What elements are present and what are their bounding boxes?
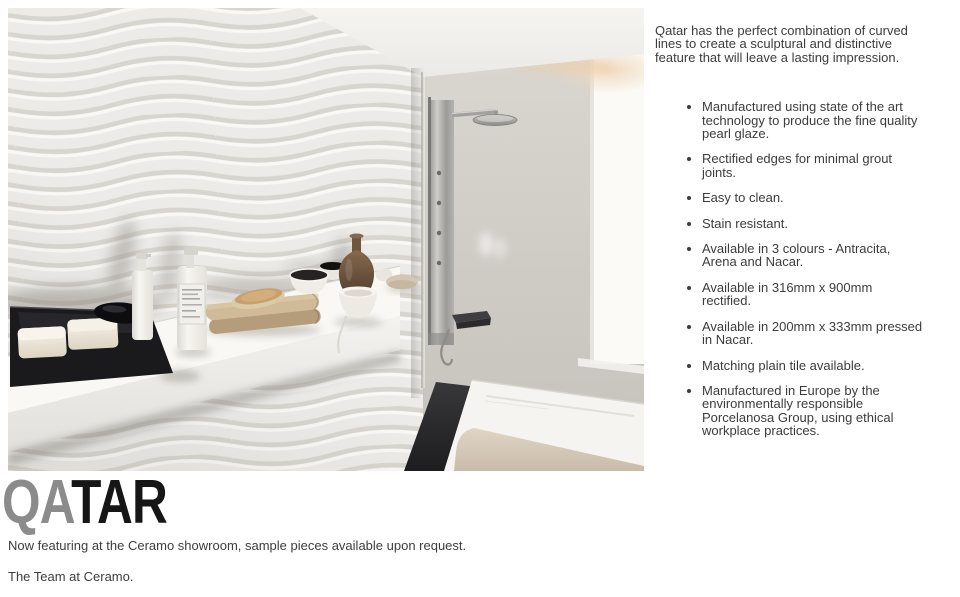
feature-item: • Matching plain tile available. (702, 359, 925, 372)
signoff: The Team at Ceramo. (8, 569, 134, 584)
feature-item: • Manufactured in Europe by the environmentally responsible Porcelanosa Group, using ethical workplace practices. (702, 384, 925, 438)
product-title-suffix: TAR (71, 468, 167, 537)
shower-glass-edge (421, 72, 423, 388)
feature-item: • Available in 316mm x 900mm rectified. (702, 281, 925, 308)
feature-list (655, 100, 925, 437)
shower-column (428, 97, 454, 345)
stone (386, 275, 418, 290)
product-title-prefix: QA (2, 468, 72, 537)
feature-item: • Rectified edges for minimal grout joints. (702, 152, 925, 179)
shower-glass-highlight (424, 72, 425, 388)
feature-item: • Easy to clean. (702, 191, 925, 204)
feature-item: • Available in 3 colours - Antracita, Arena and Nacar. (702, 242, 925, 269)
feature-item: • Available in 200mm x 333mm pressed in Nacar. (702, 320, 925, 347)
feature-item: • Manufactured using state of the art technology to produce the fine quality pearl glaze. (702, 100, 925, 140)
feature-item: • Stain resistant. (702, 217, 925, 230)
intro-paragraph: Qatar has the perfect combination of curved lines to create a sculptural and distinctive feature that will leave a lasting impression. (655, 23, 908, 65)
description-panel (655, 24, 925, 450)
product-title (2, 468, 167, 537)
window (594, 54, 644, 364)
product-photo (8, 8, 644, 471)
shower-head (473, 115, 517, 126)
showroom-note: Now featuring at the Ceramo showroom, sample pieces available upon request. (8, 538, 467, 553)
